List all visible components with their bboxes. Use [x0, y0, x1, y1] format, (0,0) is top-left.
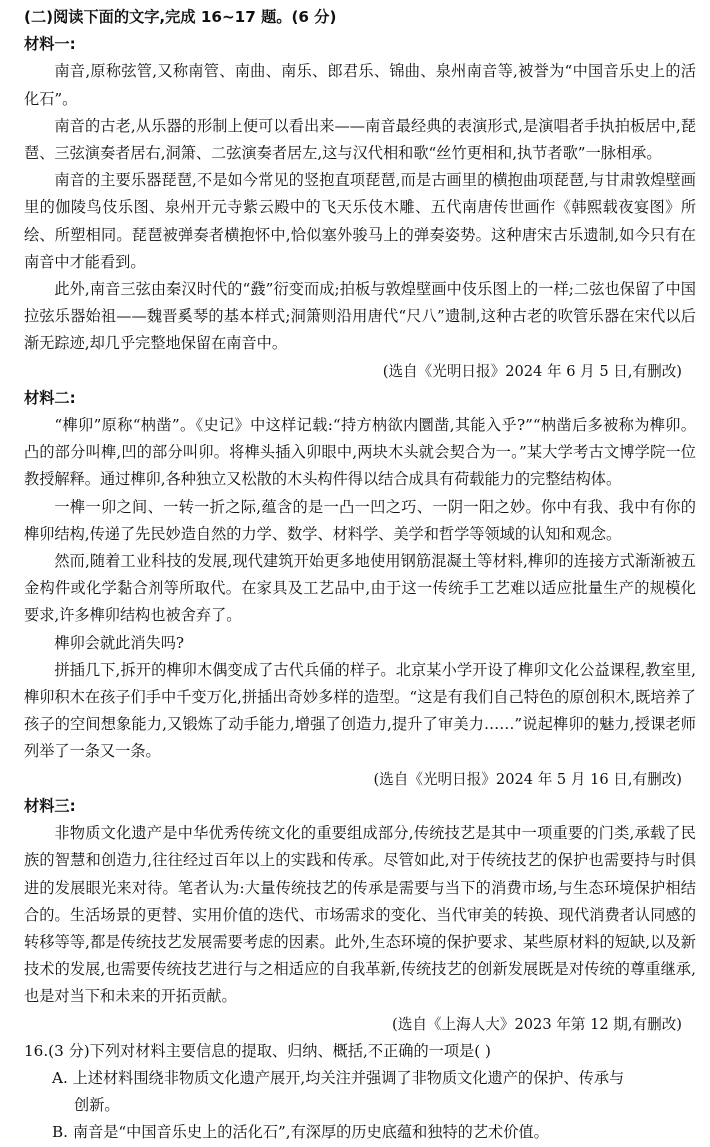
material-1-paragraph: 南音,原称弦管,又称南管、南曲、南乐、郎君乐、锦曲、泉州南音等,被誉为“中国音乐史上的活化石”。 [24, 62, 696, 108]
material-2-paragraph: 然而,随着工业科技的发展,现代建筑开始更多地使用钢筋混凝土等材料,榫卯的连接方式渐渐被五金构件或化学黏合剂等所取代。在家具及工艺品中,由于这一传统手工艺难以适应批量生产的规模化要求,许多榫卯结构也被舍弃了。 [24, 552, 696, 625]
section-header: (二)阅读下面的文字,完成 16~17 题。(6 分) [24, 8, 337, 26]
material-1-source: (选自《光明日报》2024 年 6 月 5 日,有删改) [382, 362, 682, 380]
material-3 [24, 793, 696, 1038]
material-1-label: 材料一: [24, 35, 76, 54]
material-2 [24, 385, 696, 793]
material-2-paragraph: 榫卯会就此消失吗? [54, 633, 185, 652]
option-b: B. 南音是“中国音乐史上的活化石”,有深厚的历史底蕴和独特的艺术价值。 [52, 1123, 549, 1142]
material-3-paragraph: 非物质文化遗产是中华优秀传统文化的重要组成部分,传统技艺是其中一项重要的门类,承载了民族的智慧和创造力,往往经过百年以上的实践和传承。尽管如此,对于传统技艺的保护也需要持与时俱进的发展眼光来对待。笔者认为:大量传统技艺的传承是需要与当下的消费市场,与生态环境保护相结合的。生活场景的更替、实用价值的迭代、市场需求的变化、当代审美的转换、现代消费者认同感的转移等等,都是传统技艺发展需要考虑的因素。此外,生态环境的保护要求、某些原材料的短缺,以及新技术的发展,也需要传统技艺进行与之相适应的自我革新,传统技艺的创新发展既是对传统的尊重继承,也是对当下和未来的开拓贡献。 [24, 824, 696, 1006]
material-1 [24, 31, 696, 385]
question-16-stem: 16.(3 分)下列对材料主要信息的提取、归纳、概括,不正确的一项是( ) [24, 1041, 491, 1060]
question-16 [24, 1038, 696, 1147]
option-a-continued: 创新。 [74, 1096, 120, 1115]
material-3-label: 材料三: [24, 796, 76, 815]
material-2-paragraph: 拼插几下,拆开的榫卯木偶变成了古代兵俑的样子。北京某小学开设了榫卯文化公益课程,教室里,榫卯积木在孩子们手中千变万化,拼插出奇妙多样的造型。“这是有我们自己特色的原创积木,既培养了孩子的空间想象能力,又锻炼了动手能力,增强了创造力,提升了审美力……”说起榫卯的魅力,授课老师列举了一条又一条。 [24, 660, 696, 761]
material-2-paragraph: “榫卯”原称“枘凿”。《史记》中这样记载:“持方枘欲内圜凿,其能入乎?”“枘凿后多被称为榫卯。凸的部分叫榫,凹的部分叫卯。将榫头插入卯眼中,两块木头就会契合为一。”某大学考古文博学院一位教授解释。通过榫卯,各种独立又松散的木头构件得以结合成具有荷载能力的完整结构体。 [24, 416, 696, 489]
material-3-source: (选自《上海人大》2023 年第 12 期,有删改) [392, 1015, 682, 1033]
material-2-paragraph: 一榫一卯之间、一转一折之际,蕴含的是一凸一凹之巧、一阴一阳之妙。你中有我、我中有你的榫卯结构,传递了先民妙造自然的力学、数学、材料学、美学和哲学等领域的认知和观念。 [24, 497, 696, 543]
material-1-paragraph: 南音的主要乐器琵琶,不是如今常见的竖抱直项琵琶,而是古画里的横抱曲项琵琶,与甘肃敦煌壁画里的伽陵鸟伎乐图、泉州开元寺紫云殿中的飞天乐伎木雕、五代南唐传世画作《韩熙载夜宴图》所绘、所塑相同。琵琶被弹奏者横抱怀中,恰似塞外骏马上的弹奏姿势。这种唐宋古乐遗制,如今只有在南音中才能看到。 [24, 171, 696, 271]
material-1-paragraph: 南音的古老,从乐器的形制上便可以看出来——南音最经典的表演形式,是演唱者手执拍板居中,琵琶、三弦演奏者居右,洞箫、二弦演奏者居左,这与汉代相和歌“丝竹更相和,执节者歌”一脉相承。 [24, 116, 696, 163]
option-a: A. 上述材料围绕非物质文化遗产展开,均关注并强调了非物质文化遗产的保护、传承与 [52, 1068, 625, 1087]
material-1-paragraph: 此外,南音三弦由秦汉时代的“鼗”衍变而成;拍板与敦煌壁画中伎乐图上的一样;二弦也保留了中国拉弦乐器始祖——魏晋奚琴的基本样式;洞箫则沿用唐代“尺八”遗制,这种古老的吹管乐器在宋代以后渐无踪迹,却几乎完整地保留在南音中。 [24, 280, 696, 353]
material-2-source: (选自《光明日报》2024 年 5 月 16 日,有删改) [373, 770, 682, 788]
material-2-label: 材料二: [24, 388, 76, 407]
